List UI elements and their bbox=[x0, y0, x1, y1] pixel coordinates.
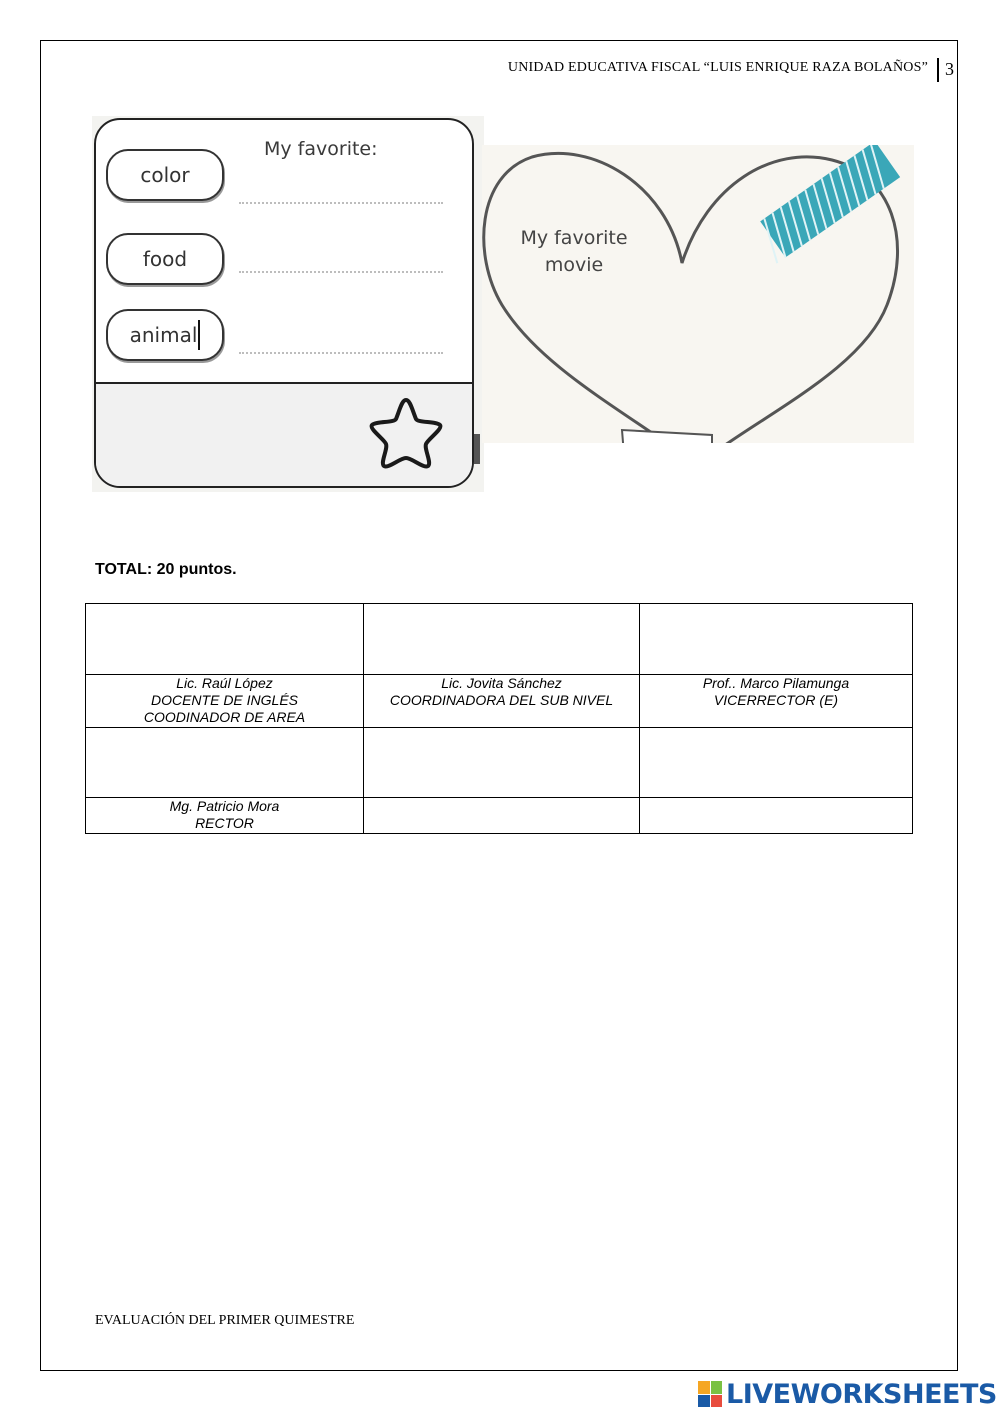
color-label: color bbox=[140, 163, 190, 187]
signature-cell[interactable] bbox=[86, 604, 364, 675]
color-answer-line[interactable] bbox=[239, 202, 443, 204]
favorite-card-frame bbox=[94, 118, 474, 488]
star-icon bbox=[366, 395, 446, 471]
signature-cell[interactable] bbox=[640, 604, 913, 675]
animal-pill bbox=[106, 309, 224, 361]
heart-label bbox=[504, 225, 644, 279]
artist-logo bbox=[474, 434, 480, 464]
favorite-card bbox=[92, 116, 484, 492]
signature-cell[interactable] bbox=[86, 728, 364, 798]
signer-role: VICERRECTOR (E) bbox=[713, 692, 839, 708]
text-cursor bbox=[198, 320, 200, 350]
total-score: TOTAL: 20 puntos. bbox=[95, 561, 237, 578]
liveworksheets-icon bbox=[698, 1381, 722, 1407]
signer-role: COORDINADORA DEL SUB NIVEL bbox=[389, 692, 614, 708]
signer-name: Lic. Raúl López bbox=[176, 675, 273, 691]
favorite-heading: My favorite: bbox=[264, 138, 378, 160]
food-label: food bbox=[142, 247, 188, 271]
color-pill bbox=[106, 149, 224, 201]
signer-cell bbox=[640, 675, 913, 728]
page-number: 3 bbox=[945, 59, 954, 79]
signer-role: COODINADOR DE AREA bbox=[143, 709, 306, 725]
signature-cell[interactable] bbox=[364, 604, 640, 675]
signer-cell bbox=[86, 798, 364, 834]
liveworksheets-wordmark: LIVEWORKSHEETS bbox=[726, 1378, 997, 1410]
food-pill bbox=[106, 233, 224, 285]
empty-cell bbox=[364, 798, 640, 834]
animal-answer-line[interactable] bbox=[239, 352, 443, 354]
signer-role: RECTOR bbox=[195, 815, 254, 831]
signature-row bbox=[86, 604, 913, 675]
signature-cell[interactable] bbox=[364, 728, 640, 798]
heart-panel bbox=[482, 145, 914, 443]
heart-label-line1: My favorite bbox=[520, 227, 628, 249]
signature-row bbox=[86, 728, 913, 798]
signer-name: Lic. Jovita Sánchez bbox=[441, 675, 562, 691]
header-separator bbox=[937, 58, 939, 82]
signer-cell bbox=[86, 675, 364, 728]
food-answer-line[interactable] bbox=[239, 271, 443, 273]
signature-cell[interactable] bbox=[640, 728, 913, 798]
signer-role: DOCENTE DE INGLÉS bbox=[150, 692, 299, 708]
signature-table bbox=[85, 603, 913, 834]
heart-label-line2: movie bbox=[544, 254, 604, 276]
signer-cell bbox=[364, 675, 640, 728]
school-header: UNIDAD EDUCATIVA FISCAL “LUIS ENRIQUE RAZA BOLAÑOS” bbox=[507, 60, 928, 75]
signer-name: Mg. Patricio Mora bbox=[169, 798, 280, 814]
signer-name: Prof.. Marco Pilamunga bbox=[702, 675, 850, 691]
signer-row bbox=[86, 675, 913, 728]
signer-row bbox=[86, 798, 913, 834]
heart-icon bbox=[482, 145, 914, 443]
animal-label: animal bbox=[129, 323, 198, 347]
liveworksheets-logo[interactable] bbox=[698, 1378, 997, 1410]
footer-title: EVALUACIÓN DEL PRIMER QUIMESTRE bbox=[95, 1313, 355, 1328]
empty-cell bbox=[640, 798, 913, 834]
